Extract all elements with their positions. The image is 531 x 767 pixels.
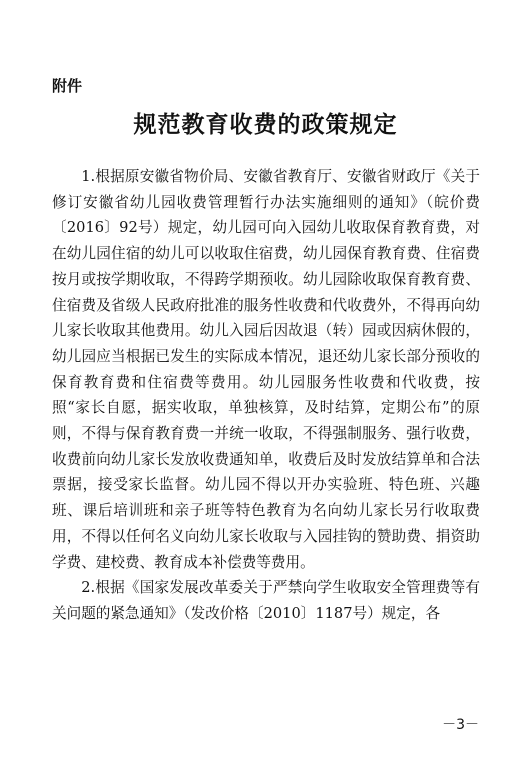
body-paragraph-1: 1.根据原安徽省物价局、安徽省教育厅、安徽省财政厅《关于修订安徽省幼儿园收费管理暂行办法实施细则的通知》（皖价费〔2016〕92号）规定，幼儿园可向入园幼儿收取保育教育费，对在幼儿园住宿的幼儿可以收取住宿费，幼儿园保育教育费、住宿费按月或按学期收取，不得跨学期预收。幼儿园除收取保育教育费、住宿费及省级人民政府批准的服务性收费和代收费外，不得再向幼儿家长收取其他费用。幼儿入园后因故退（转）园或因病休假的，幼儿园应当根据已发生的实际成本情况，退还幼儿家长部分预收的保育教育费和住宿费等费用。幼儿园服务性收费和代收费，按照“家长自愿，据实收取，单独核算，及时结算，定期公布”的原则，不得与保育教育费一并统一收取，不得强制服务、强行收费，收费前向幼儿家长发放收费通知单，收费后及时发放结算单和合法票据，接受家长监督。幼儿园不得以开办实验班、特色班、兴趣班、课后培训班和亲子班等特色教育为名向幼儿家长另行收取费用，不得以任何名义向幼儿家长收取与入园挂钩的赞助费、捐资助学费、建校费、教育成本补偿费等费用。 (52, 168, 480, 571)
document-title: 规范教育收费的政策规定 (133, 111, 398, 138)
attachment-label: 附件 (52, 77, 83, 95)
document-body (52, 164, 480, 627)
page-number: －3－ (442, 717, 479, 733)
body-paragraph-2: 2.根据《国家发展改革委关于严禁向学生收取安全管理费等有关问题的紧急通知》（发改价格〔2010〕1187号）规定，各 (52, 579, 480, 622)
